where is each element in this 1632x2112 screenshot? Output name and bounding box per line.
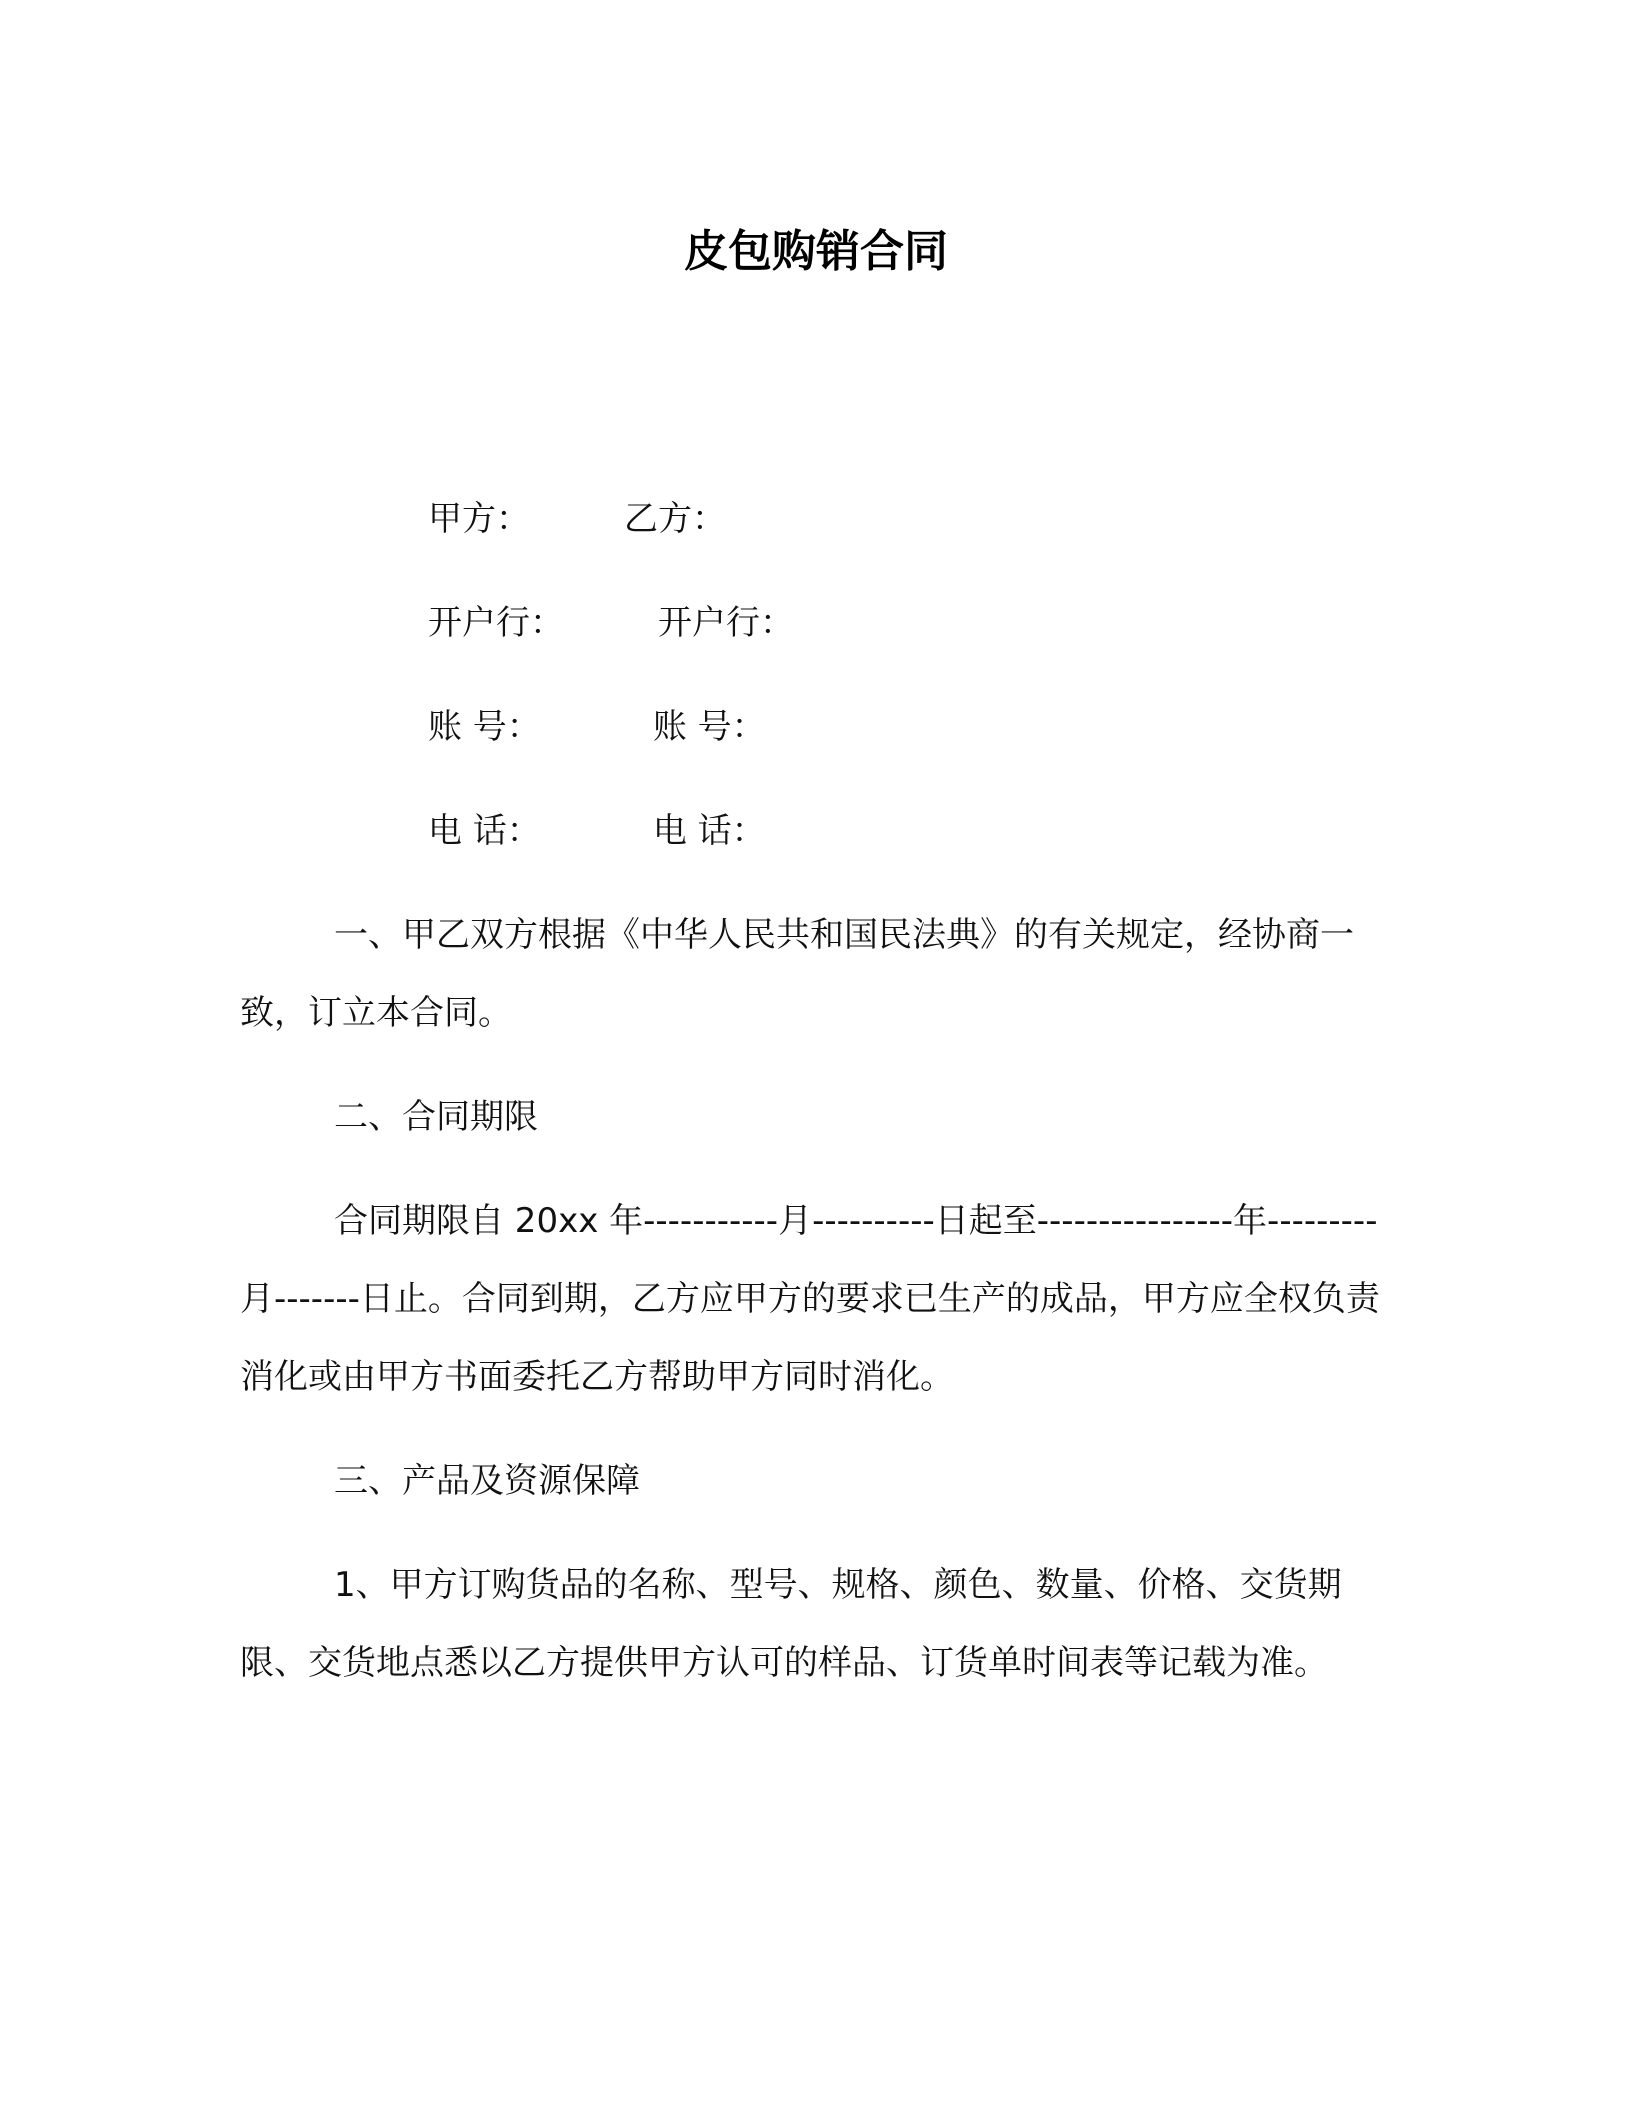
account-line xyxy=(240,688,1390,766)
clause-1: 一、甲乙双方根据《中华人民共和国民法典》的有关规定，经协商一致，订立本合同。 xyxy=(240,915,1354,1033)
document-body xyxy=(240,480,1390,1702)
party-a-label: 甲方： xyxy=(428,499,530,539)
party-b-label: 乙方： xyxy=(624,499,726,539)
bank-a-label: 开户行： xyxy=(428,603,564,643)
clause-3-heading: 三、产品及资源保障 xyxy=(334,1461,640,1501)
document-title: 皮包购销合同 xyxy=(684,226,948,277)
phone-b-label: 电 话： xyxy=(652,811,766,851)
clause-2-text: 合同期限自 20xx 年-----------月----------日起至----------------年---------月-------日止。合同到期，乙方应甲方的要求已生产的成品，甲方应全权负责消化或由甲方书面委托乙方帮助甲方同时消化。 xyxy=(240,1201,1380,1397)
phone-line xyxy=(240,792,1390,870)
phone-a-label: 电 话： xyxy=(428,811,541,851)
bank-line xyxy=(240,584,1390,662)
party-names-line xyxy=(240,480,1390,558)
account-a-label: 账 号： xyxy=(428,707,541,747)
account-b-label: 账 号： xyxy=(652,707,766,747)
clause-2-heading: 二、合同期限 xyxy=(334,1097,538,1137)
bank-b-label: 开户行： xyxy=(658,603,794,643)
clause-3-item-1: 1、甲方订购货品的名称、型号、规格、颜色、数量、价格、交货期限、交货地点悉以乙方提供甲方认可的样品、订货单时间表等记载为准。 xyxy=(240,1565,1342,1683)
